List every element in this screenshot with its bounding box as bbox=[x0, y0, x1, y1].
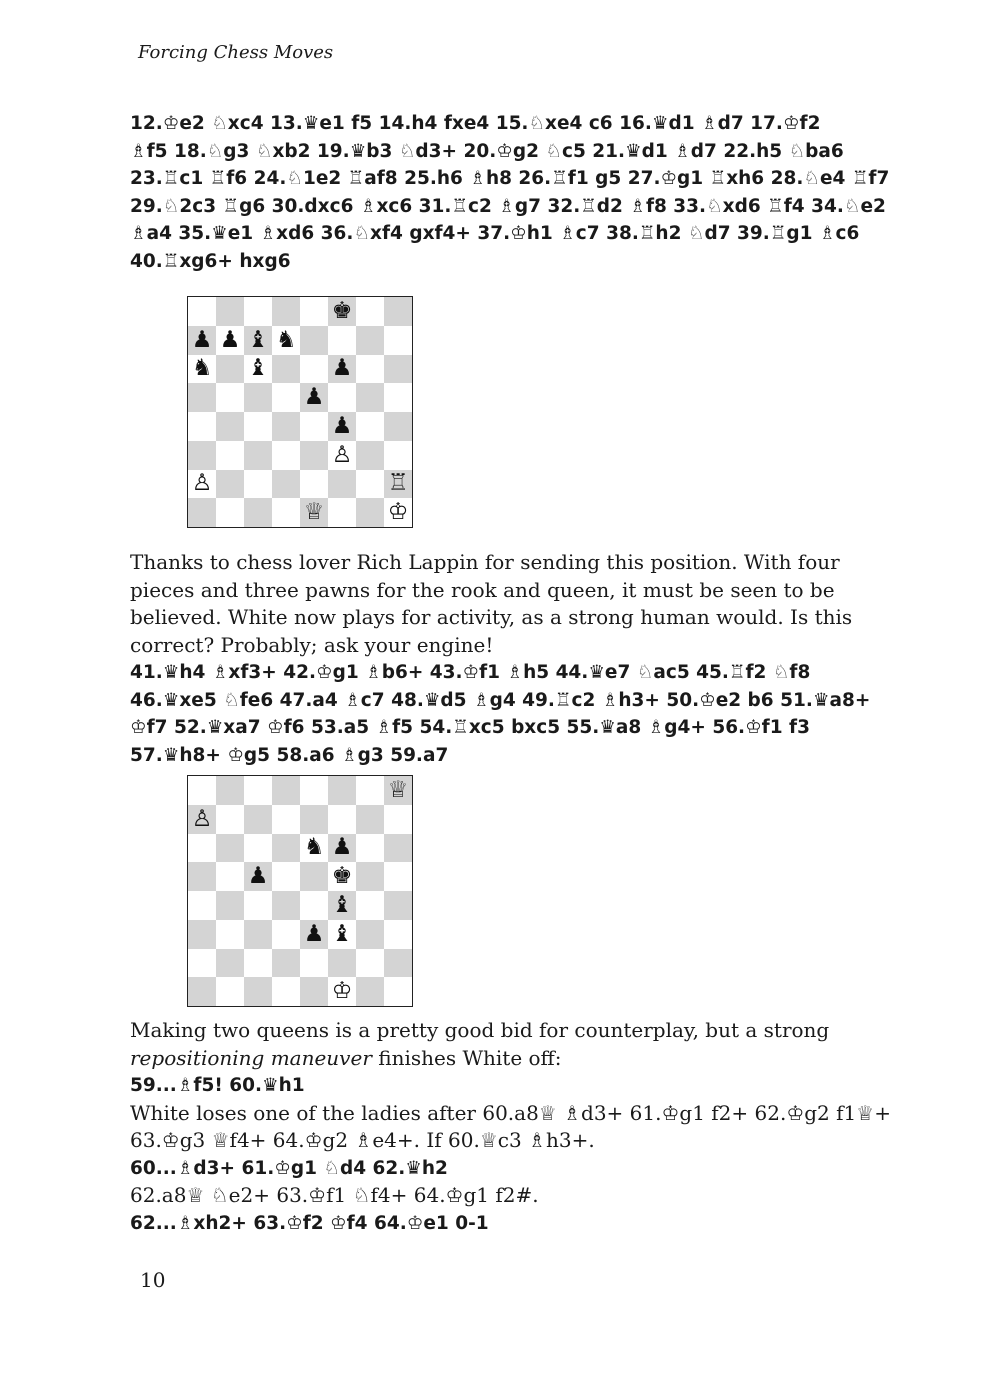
move-line: 23.♖c1 ♖f6 24.♘1e2 ♖af8 25.h6 ♗h8 26.♖f1 g5 27.♔g1 ♖xh6 28.♘e4 ♖f7 bbox=[130, 168, 890, 189]
board-square bbox=[384, 891, 412, 920]
board-square bbox=[216, 776, 244, 805]
board-square bbox=[244, 805, 272, 834]
text-line: correct? Probably; ask your engine! bbox=[130, 632, 494, 657]
board-square bbox=[272, 470, 300, 499]
board-square bbox=[300, 441, 328, 470]
board-square bbox=[272, 949, 300, 978]
board-square: ♟ bbox=[300, 383, 328, 412]
board-square: ♕ bbox=[384, 776, 412, 805]
paragraph-1 bbox=[130, 549, 870, 659]
board-square bbox=[216, 805, 244, 834]
board-square bbox=[272, 891, 300, 920]
emphasis-text: repositioning maneuver bbox=[130, 1045, 372, 1070]
board-square bbox=[188, 498, 216, 527]
board-square bbox=[216, 949, 244, 978]
board-square bbox=[384, 805, 412, 834]
text-line: believed. White now plays for activity, as a strong human would. Is this bbox=[130, 605, 853, 629]
board-square bbox=[272, 355, 300, 384]
board-square bbox=[300, 355, 328, 384]
board-square bbox=[188, 949, 216, 978]
board-square bbox=[328, 776, 356, 805]
board-square: ♞ bbox=[300, 834, 328, 863]
board-square bbox=[384, 949, 412, 978]
board-square bbox=[272, 834, 300, 863]
board-square bbox=[356, 920, 384, 949]
board-square bbox=[188, 776, 216, 805]
board-square bbox=[272, 920, 300, 949]
board-square bbox=[300, 977, 328, 1006]
board-square bbox=[216, 834, 244, 863]
board-square: ♞ bbox=[188, 355, 216, 384]
board-square bbox=[356, 498, 384, 527]
text-line: 63.♔g3 ♕f4+ 64.♔g2 ♗e4+. If 60.♕c3 ♗h3+. bbox=[130, 1128, 595, 1152]
board-square bbox=[300, 326, 328, 355]
board-square bbox=[356, 383, 384, 412]
board-square bbox=[384, 862, 412, 891]
text-line bbox=[130, 1045, 870, 1073]
board-square bbox=[356, 441, 384, 470]
board-square bbox=[272, 498, 300, 527]
board-square bbox=[356, 949, 384, 978]
board-square bbox=[272, 383, 300, 412]
board-square bbox=[272, 977, 300, 1006]
board-square bbox=[216, 498, 244, 527]
board-square bbox=[272, 441, 300, 470]
board-square bbox=[216, 355, 244, 384]
page-number: 10 bbox=[140, 1268, 166, 1292]
move-line: 57.♛h8+ ♔g5 58.a6 ♗g3 59.a7 bbox=[130, 744, 449, 766]
board-square: ♝ bbox=[244, 326, 272, 355]
board-square bbox=[300, 412, 328, 441]
board-square bbox=[356, 470, 384, 499]
board-square bbox=[356, 862, 384, 891]
board-square bbox=[356, 977, 384, 1006]
move-line: 46.♛xe5 ♘fe6 47.a4 ♗c7 48.♛d5 ♗g4 49.♖c2 ♗h3+ 50.♔e2 b6 51.♛a8+ bbox=[130, 689, 871, 711]
board-square bbox=[188, 862, 216, 891]
board-square bbox=[300, 776, 328, 805]
board-square bbox=[244, 470, 272, 499]
board-square bbox=[244, 412, 272, 441]
board-square: ♚ bbox=[328, 297, 356, 326]
board-square bbox=[356, 412, 384, 441]
move-line: ♔f7 52.♛xa7 ♔f6 53.a5 ♗f5 54.♖xc5 bxc5 55.♛a8 ♗g4+ 56.♔f1 f3 bbox=[130, 717, 810, 738]
move-line: 29.♘2c3 ♖g6 30.dxc6 ♗xc6 31.♖c2 ♗g7 32.♖d2 ♗f8 33.♘xd6 ♖f4 34.♘e2 bbox=[130, 195, 886, 217]
board-square bbox=[300, 470, 328, 499]
board-square bbox=[216, 891, 244, 920]
board-square: ♟ bbox=[300, 920, 328, 949]
board-square: ♔ bbox=[384, 498, 412, 527]
move-line: 60...♗d3+ 61.♔g1 ♘d4 62.♛h2 bbox=[130, 1157, 448, 1179]
text-line: Thanks to chess lover Rich Lappin for sending this position. With four bbox=[130, 550, 840, 574]
board-square bbox=[188, 891, 216, 920]
board-square: ♟ bbox=[188, 326, 216, 355]
board-square bbox=[384, 977, 412, 1006]
board-square bbox=[216, 383, 244, 412]
board-square: ♙ bbox=[188, 470, 216, 499]
board-square: ♚ bbox=[328, 862, 356, 891]
board-square bbox=[328, 805, 356, 834]
board-square bbox=[300, 805, 328, 834]
board-square: ♙ bbox=[328, 441, 356, 470]
paragraph-2 bbox=[130, 1017, 891, 1237]
board-square bbox=[356, 891, 384, 920]
board-square bbox=[356, 326, 384, 355]
board-square bbox=[300, 297, 328, 326]
board-square bbox=[244, 297, 272, 326]
board-square bbox=[244, 891, 272, 920]
text-line: Making two queens is a pretty good bid for counterplay, but a strong bbox=[130, 1018, 830, 1042]
board-square bbox=[384, 326, 412, 355]
board-square bbox=[188, 297, 216, 326]
board-square: ♞ bbox=[272, 326, 300, 355]
move-line: 41.♛h4 ♗xf3+ 42.♔g1 ♗b6+ 43.♔f1 ♗h5 44.♛e7 ♘ac5 45.♖f2 ♘f8 bbox=[130, 662, 811, 683]
board-square bbox=[356, 805, 384, 834]
board-square bbox=[356, 776, 384, 805]
board-square bbox=[216, 977, 244, 1006]
board-square bbox=[384, 920, 412, 949]
board-square bbox=[272, 805, 300, 834]
board-square bbox=[216, 297, 244, 326]
move-line: 12.♔e2 ♘xc4 13.♛e1 f5 14.h4 fxe4 15.♘xe4 c6 16.♛d1 ♗d7 17.♔f2 bbox=[130, 113, 821, 134]
board-square bbox=[356, 834, 384, 863]
board-square bbox=[384, 297, 412, 326]
moves-block-1 bbox=[130, 110, 890, 275]
board-square bbox=[384, 441, 412, 470]
board-square bbox=[188, 977, 216, 1006]
board-square bbox=[188, 834, 216, 863]
board-square bbox=[216, 920, 244, 949]
board-square: ♟ bbox=[328, 412, 356, 441]
board-square bbox=[216, 412, 244, 441]
board-square: ♖ bbox=[384, 470, 412, 499]
text-span: finishes White off: bbox=[371, 1045, 562, 1070]
board-square bbox=[188, 920, 216, 949]
board-square bbox=[300, 891, 328, 920]
board-square bbox=[328, 949, 356, 978]
board-square: ♟ bbox=[244, 862, 272, 891]
chess-diagram-2 bbox=[187, 775, 413, 1007]
board-square: ♟ bbox=[216, 326, 244, 355]
board-square bbox=[356, 297, 384, 326]
board-square bbox=[328, 470, 356, 499]
board-square bbox=[300, 949, 328, 978]
board-square: ♔ bbox=[328, 977, 356, 1006]
moves-block-2 bbox=[130, 659, 870, 769]
board-square: ♙ bbox=[188, 805, 216, 834]
board-square bbox=[384, 355, 412, 384]
board-square bbox=[384, 412, 412, 441]
board-square bbox=[188, 412, 216, 441]
board-square: ♟ bbox=[328, 834, 356, 863]
board-square bbox=[216, 441, 244, 470]
move-line: 59...♗f5! 60.♛h1 bbox=[130, 1075, 305, 1096]
board-square bbox=[216, 862, 244, 891]
board-square bbox=[300, 862, 328, 891]
board-square: ♟ bbox=[328, 355, 356, 384]
chess-diagram-1 bbox=[187, 296, 413, 528]
board-square bbox=[244, 834, 272, 863]
text-line: pieces and three pawns for the rook and queen, it must be seen to be bbox=[130, 577, 835, 602]
board-square bbox=[244, 949, 272, 978]
board-square bbox=[384, 834, 412, 863]
board-square bbox=[272, 776, 300, 805]
board-square bbox=[216, 470, 244, 499]
board-square bbox=[244, 920, 272, 949]
board-square bbox=[244, 977, 272, 1006]
move-line: ♗f5 18.♘g3 ♘xb2 19.♛b3 ♘d3+ 20.♔g2 ♘c5 21.♛d1 ♗d7 22.h5 ♘ba6 bbox=[130, 140, 844, 162]
board-square: ♕ bbox=[300, 498, 328, 527]
running-header: Forcing Chess Moves bbox=[138, 42, 334, 63]
board-square bbox=[244, 383, 272, 412]
board-square bbox=[272, 297, 300, 326]
board-square bbox=[356, 355, 384, 384]
text-line: White loses one of the ladies after 60.a8♕ ♗d3+ 61.♔g1 f2+ 62.♔g2 f1♕+ bbox=[130, 1100, 891, 1125]
board-square: ♝ bbox=[328, 891, 356, 920]
board-square bbox=[328, 383, 356, 412]
text-line: 62.a8♕ ♘e2+ 63.♔f1 ♘f4+ 64.♔g1 f2#. bbox=[130, 1183, 539, 1207]
move-line: 62...♗xh2+ 63.♔f2 ♔f4 64.♔e1 0-1 bbox=[130, 1212, 489, 1234]
board-square: ♝ bbox=[328, 920, 356, 949]
board-square bbox=[272, 412, 300, 441]
board-square bbox=[244, 498, 272, 527]
board-square bbox=[328, 326, 356, 355]
board-square bbox=[384, 383, 412, 412]
move-line: ♗a4 35.♛e1 ♗xd6 36.♘xf4 gxf4+ 37.♔h1 ♗c7 38.♖h2 ♘d7 39.♖g1 ♗c6 bbox=[130, 223, 860, 244]
board-square bbox=[244, 776, 272, 805]
board-square bbox=[244, 441, 272, 470]
board-square bbox=[272, 862, 300, 891]
board-square bbox=[188, 383, 216, 412]
board-square bbox=[188, 441, 216, 470]
board-square: ♝ bbox=[244, 355, 272, 384]
move-line: 40.♖xg6+ hxg6 bbox=[130, 250, 291, 272]
board-square bbox=[328, 498, 356, 527]
